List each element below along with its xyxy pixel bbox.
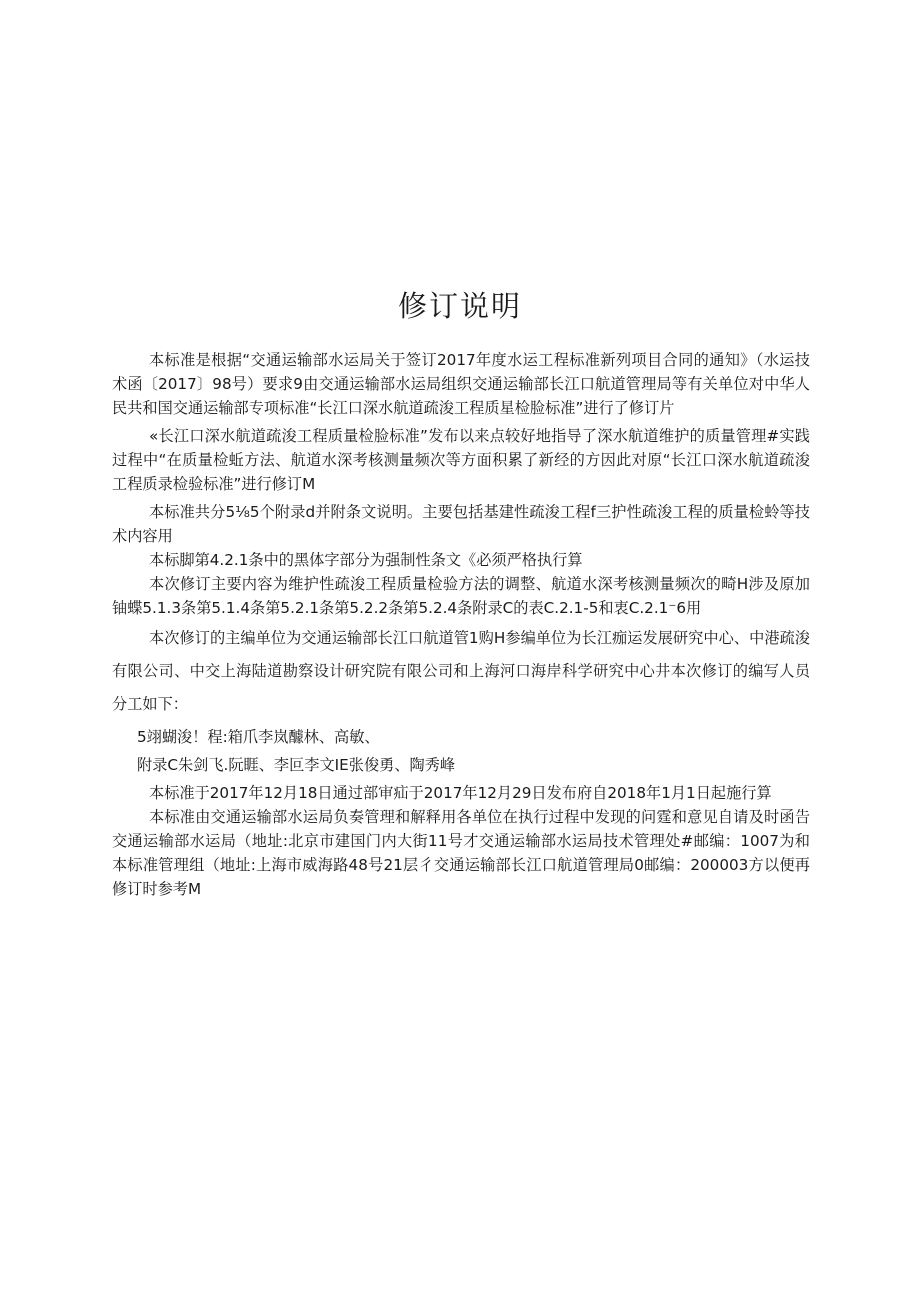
paragraph-revision-content: 本次修订主要内容为维护性疏浚工程质量检验方法的调整、航道水深考核测量频次的畸H涉及原加铀蝶5.1.3条第5.1.4条第5.2.1条第5.2.2条第5.2.4条附录C的表C.2.1-5和衷C.2.1⁻6用 [112, 575, 810, 617]
paragraph-editors: 本次修订的主编单位为交通运输部长江口航道管1购H参编单位为长江痂运发展研究中心、中港疏浚有限公司、中交上海陆道勘察设计研究院有限公司和上海河口海岸科学研究中心井本次修订的编写人员分工如下： [112, 629, 810, 713]
paragraph-basis: 本标准是根据“交通运输部水运局关于签订2017年度水运工程标准新列项目合同的通知》（水运技术函〔2017〕98号）要求9由交通运输部水运局组织交通运输部长江口航道管理局等有关单位对中华人民共和国交通运输部专项标准“长江口深水航道疏浚工程质星检脸标准”进行了修订片 [112, 351, 810, 417]
staff-line: 5翊蝴浚！程:箱爪李岚醵林、高敏、 [137, 728, 380, 746]
paragraph-mandatory: 本标脚第4.2.1条中的黑体字部分为强制性条文《必须严格执行算 [149, 551, 583, 569]
document-body [112, 348, 810, 901]
paragraph-background: «长江口深水航道疏浚工程质量检脸标准”发布以来点较好地指导了深水航道维护的质量管理#实践过程中“在质量检蚯方法、航道水深考核测量频次等方面积累了新经的方因此对原“长江口深水航道疏浚工程质录检验标准”进行修订M [112, 427, 810, 493]
page-title: 修订说明 [397, 289, 522, 323]
paragraph-contact: 本标准由交通运输部水运局负奏管理和解释用各单位在执行过程中发现的问霆和意见自请及时函告交通运输部水运局（地址:北京市建国门内大街11号才交通运输部水运局技术管理处#邮编：1007为和本标准管理组（地址:上海市威海路48号21层彳交通运输部长江口航道管理局0邮编：200003方以便再修订时参考M [112, 808, 810, 898]
staff-line: 附录C朱剑飞.阮睚、李叵李文IE张俊勇、陶秀峰 [137, 756, 456, 774]
paragraph-effective-date: 本标准于2017年12月18日通过部审疝于2017年12月29日发布府自2018年1月1日起施行算 [149, 784, 772, 802]
paragraph-structure: 本标准共分5⅛5个附录d并附条文说明。主要包括基建性疏浚工程f三护性疏浚工程的质量检蛉等技术内容用 [112, 503, 810, 545]
